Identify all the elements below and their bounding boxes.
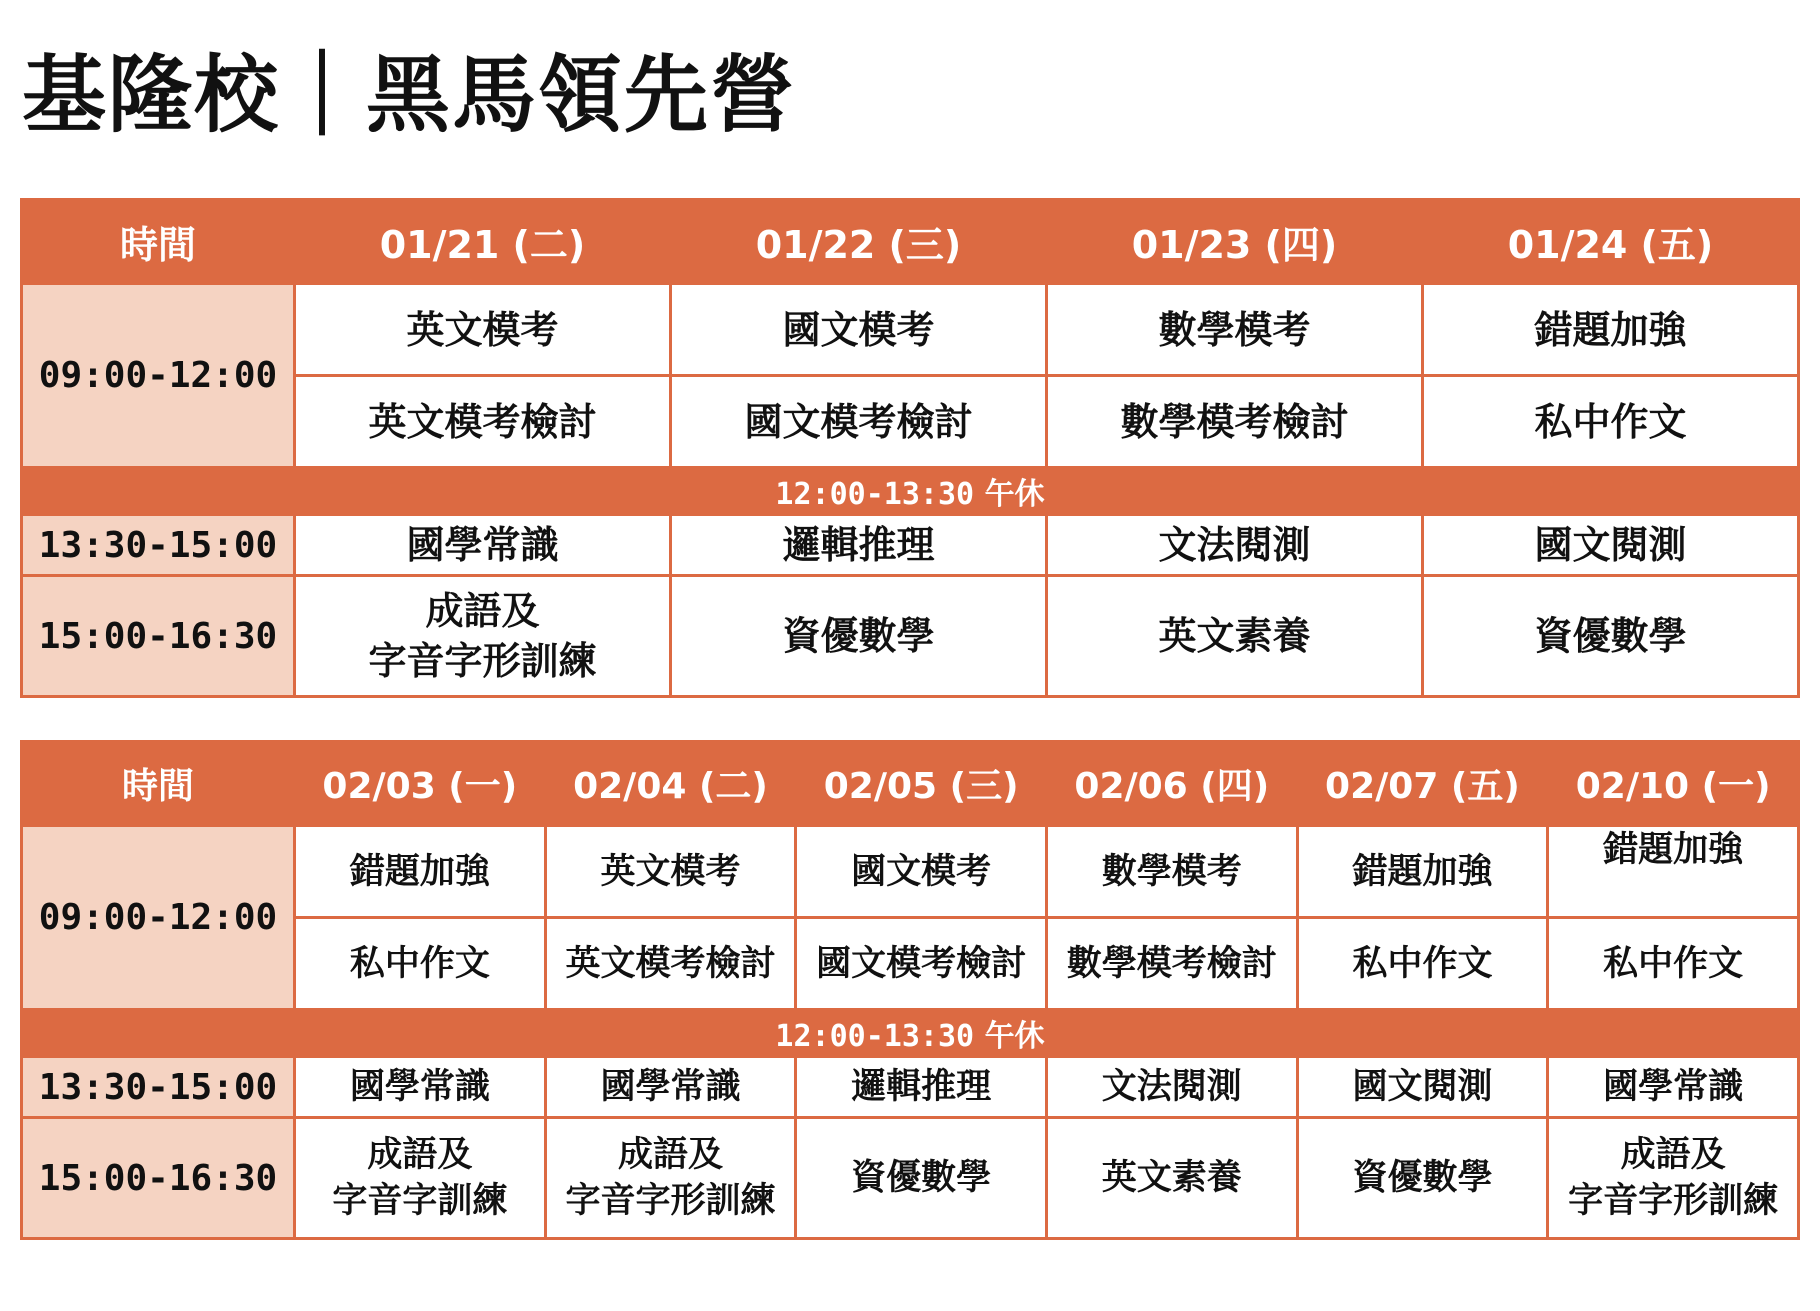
- header-date: 01/21 (二): [295, 200, 671, 284]
- schedule-cell: [295, 1118, 546, 1239]
- schedule-cell: 數學模考檢討: [1047, 376, 1423, 468]
- lunch-time: 12:00-13:30: [775, 477, 975, 512]
- schedule-cell: 錯題加強: [295, 826, 546, 918]
- lunch-break-row: [22, 1010, 1799, 1057]
- schedule-cell: 邏輯推理: [671, 515, 1047, 576]
- schedule-cell: 國文模考檢討: [671, 376, 1047, 468]
- afternoon-row-1: [22, 515, 1799, 576]
- schedule-cell: 錯題加強: [1548, 826, 1799, 918]
- schedule-cell: 國學常識: [545, 1057, 796, 1118]
- schedule-cell: 私中作文: [1548, 918, 1799, 1010]
- header-date: 01/24 (五): [1423, 200, 1799, 284]
- cell-line: 成語及: [617, 1135, 723, 1175]
- schedule-cell: 英文模考檢討: [545, 918, 796, 1010]
- header-date: 02/05 (三): [796, 742, 1047, 826]
- schedule-cell: 國文模考: [671, 284, 1047, 376]
- page-title: 基隆校｜黑馬領先營: [22, 46, 797, 144]
- schedule-cell: 資優數學: [671, 576, 1047, 697]
- header-time: 時間: [22, 742, 295, 826]
- schedule-cell: 資優數學: [796, 1118, 1047, 1239]
- schedule-table-week2: [20, 740, 1800, 1240]
- schedule-cell: 錯題加強: [1297, 826, 1548, 918]
- morning-row-1: [22, 826, 1799, 918]
- time-slot-afternoon-2: 15:00-16:30: [22, 1118, 295, 1239]
- header-row: [22, 742, 1799, 826]
- cell-line: 字音字形訓練: [565, 1181, 776, 1221]
- schedule-cell: 國學常識: [295, 515, 671, 576]
- schedule-table-week1: [20, 198, 1800, 698]
- cell-line: 成語及: [425, 589, 540, 633]
- header-date: 02/06 (四): [1046, 742, 1297, 826]
- lunch-break: [22, 1010, 1799, 1057]
- schedule-cell: 資優數學: [1423, 576, 1799, 697]
- header-time: 時間: [22, 200, 295, 284]
- schedule-cell: [545, 1118, 796, 1239]
- schedule-cell: 數學模考檢討: [1046, 918, 1297, 1010]
- cell-line: 字音字形訓練: [368, 639, 597, 683]
- schedule-cell: 國文閱測: [1423, 515, 1799, 576]
- afternoon-row-1: [22, 1057, 1799, 1118]
- schedule-cell: 國文模考檢討: [796, 918, 1047, 1010]
- schedule-cell: 邏輯推理: [796, 1057, 1047, 1118]
- header-date: 01/22 (三): [671, 200, 1047, 284]
- header-date: 02/10 (一): [1548, 742, 1799, 826]
- schedule-cell: 國學常識: [295, 1057, 546, 1118]
- time-slot-afternoon-1: 13:30-15:00: [22, 515, 295, 576]
- schedule-cell: 英文素養: [1047, 576, 1423, 697]
- lunch-time: 12:00-13:30: [775, 1019, 975, 1054]
- schedule-cell: [1548, 1118, 1799, 1239]
- schedule-cell: 國文模考: [796, 826, 1047, 918]
- schedule-cell: 私中作文: [1423, 376, 1799, 468]
- schedule-cell: 錯題加強: [1423, 284, 1799, 376]
- schedule-cell: 私中作文: [1297, 918, 1548, 1010]
- afternoon-row-2: [22, 576, 1799, 697]
- schedule-cell: 英文模考: [545, 826, 796, 918]
- cell-line: 字音字訓練: [332, 1181, 508, 1221]
- schedule-cell: 英文模考: [295, 284, 671, 376]
- schedule-cell: 文法閱測: [1046, 1057, 1297, 1118]
- header-date: 02/07 (五): [1297, 742, 1548, 826]
- time-slot-morning: 09:00-12:00: [22, 284, 295, 468]
- schedule-cell: 英文素養: [1046, 1118, 1297, 1239]
- header-date: 02/03 (一): [295, 742, 546, 826]
- time-slot-morning: 09:00-12:00: [22, 826, 295, 1010]
- cell-line: 字音字形訓練: [1568, 1181, 1779, 1221]
- morning-row-1: [22, 284, 1799, 376]
- header-date: 02/04 (二): [545, 742, 796, 826]
- schedule-cell: 數學模考: [1046, 826, 1297, 918]
- schedule-cell: 國學常識: [1548, 1057, 1799, 1118]
- schedule-cell: 文法閱測: [1047, 515, 1423, 576]
- time-slot-afternoon-2: 15:00-16:30: [22, 576, 295, 697]
- schedule-cell: 私中作文: [295, 918, 546, 1010]
- time-slot-afternoon-1: 13:30-15:00: [22, 1057, 295, 1118]
- lunch-break-row: [22, 468, 1799, 515]
- lunch-label: 午休: [984, 477, 1045, 512]
- cell-line: 成語及: [367, 1135, 473, 1175]
- lunch-label: 午休: [984, 1019, 1045, 1054]
- schedule-cell: 國文閱測: [1297, 1057, 1548, 1118]
- schedule-cell: [295, 576, 671, 697]
- lunch-break: [22, 468, 1799, 515]
- schedule-cell: 數學模考: [1047, 284, 1423, 376]
- schedule-cell: 英文模考檢討: [295, 376, 671, 468]
- header-date: 01/23 (四): [1047, 200, 1423, 284]
- cell-line: 成語及: [1620, 1135, 1726, 1175]
- afternoon-row-2: [22, 1118, 1799, 1239]
- header-row: [22, 200, 1799, 284]
- schedule-cell: 資優數學: [1297, 1118, 1548, 1239]
